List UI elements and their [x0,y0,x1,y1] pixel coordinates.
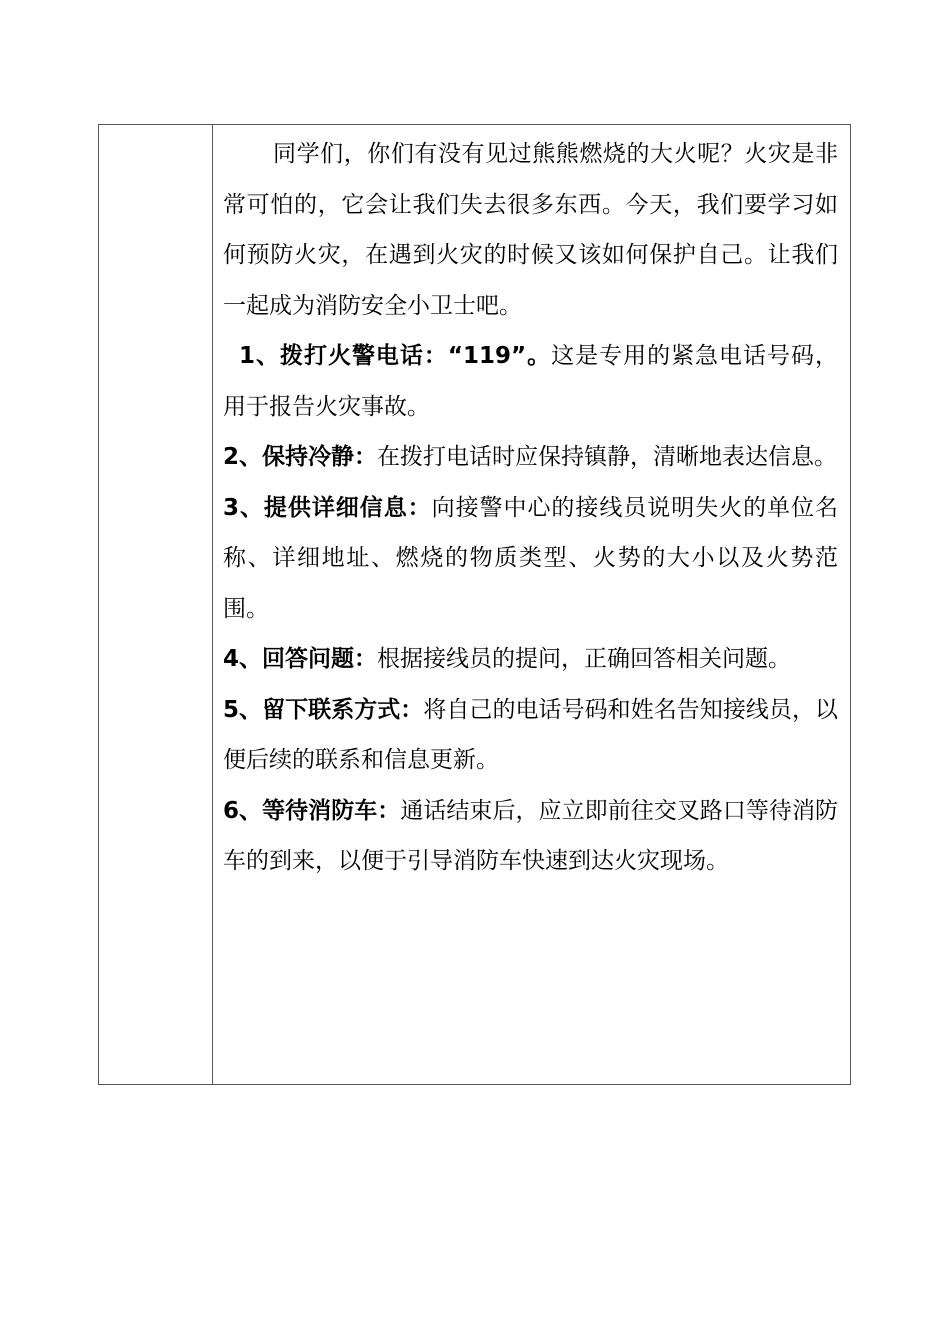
item-text: 这是专用的紧急电话号码，用于报告火灾事故。 [223,343,839,420]
item-heading: 3、提供详细信息： [223,494,432,521]
lesson-table [98,124,851,1085]
item-heading: 5、留下联系方式： [223,696,424,723]
item-text: 将自己的电话号码和姓名告知接线员，以便后续的联系和信息更新。 [223,696,839,773]
item-heading: 6、等待消防车： [223,797,401,824]
intro-paragraph: 同学们，你们有没有见过熊熊燃烧的大火呢？火灾是非常可怕的，它会让我们失去很多东西。今天，我们要学习如何预防火灾，在遇到火灾的时候又该如何保护自己。让我们一起成为消防安全小卫士吧。 [223,141,838,319]
item-text: 向接警中心的接线员说明失火的单位名称、详细地址、燃烧的物质类型、火势的大小以及火势范围。 [223,494,838,622]
item-text: 根据接线员的提问，正确回答相关问题。 [377,646,792,672]
list-item [223,483,838,635]
item-heading: 4、回答问题： [223,646,378,672]
item-text: 通话结束后，应立即前往交叉路口等待消防车的到来，以便于引导消防车快速到达火灾现场。 [223,797,838,874]
item-heading: 1、拨打火警电话：“119”。 [239,343,552,369]
list-item [223,786,838,887]
list-item [223,634,838,685]
list-item [223,331,838,432]
list-item [223,685,838,786]
item-heading: 2、保持冷静： [223,444,378,470]
item-text: 在拨打电话时应保持镇静，清晰地表达信息。 [377,444,838,470]
list-item [223,432,838,483]
table-cell-left [99,125,213,1084]
table-cell-content [213,125,850,1084]
